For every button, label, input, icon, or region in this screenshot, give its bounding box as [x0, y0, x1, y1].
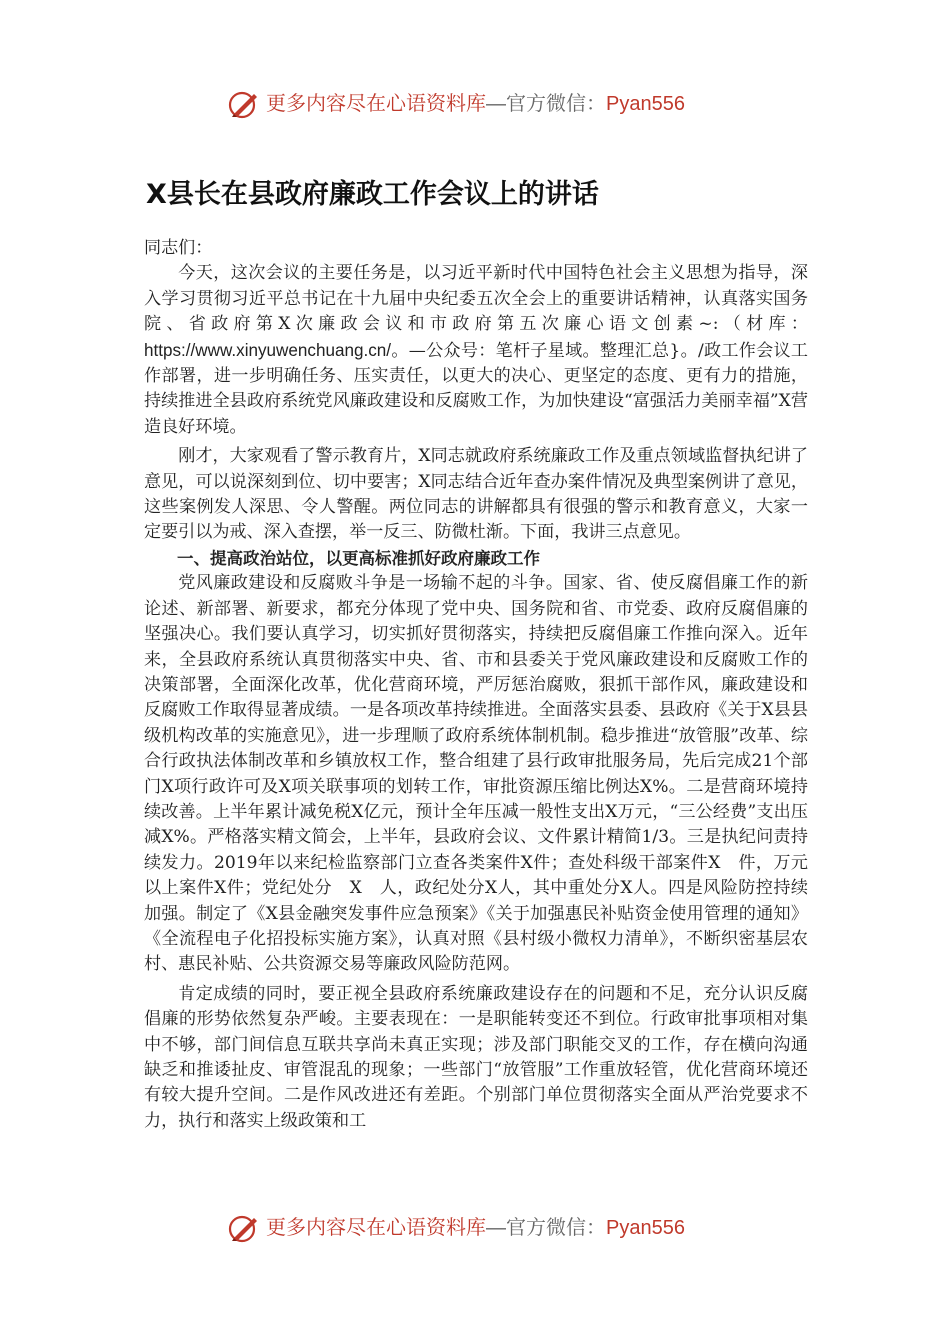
banner-wechat-id: Pyan556	[606, 1217, 685, 1239]
paragraph-1-part-a: 今天，这次会议的主要任务是，以习近平新时代中国特色社会主义思想为指导，深入学习贯彻习近平总书记在十九届中央纪委五次全会上的重要讲话精神，认真落实国务院、省政府第X次廉政会议和市政府第五次廉心语文创素~:（材库：	[144, 263, 808, 335]
pen-logo-icon	[226, 88, 262, 120]
section-heading-1: 一、提高政治站位，以更高标准抓好政府廉政工作	[177, 548, 540, 568]
paragraph-3: 党风廉政建设和反腐败斗争是一场输不起的斗争。国家、省、使反腐倡廉工作的新论述、新部署、新要求，都充分体现了党中央、国务院和省、市党委、政府反腐倡廉的坚强决心。我们要认真学习，切实抓好贯彻落实，持续把反腐倡廉工作推向深入。近年来，全县政府系统认真贯彻落实中央、省、市和县委关于党风廉政建设和反腐败工作的决策部署，全面深化改革，优化营商环境，严厉惩治腐败，狠抓干部作风，廉政建设和反腐败工作取得显著成绩。一是各项改革持续推进。全面落实县委、县政府《关于X县县级机构改革的实施意见》，进一步理顺了政府系统体制机制。稳步推进“放管服”改革、综合行政执法体制改革和乡镇放权工作，整合组建了县行政审批服务局，先后完成21个部门X项行政许可及X项关联事项的划转工作，审批资源压缩比例达X%。二是营商环境持续改善。上半年累计减免税X亿元，预计全年压减一般性支出X万元，“三公经费”支出压减X%。严格落实精文简会，上半年，县政府会议、文件累计精简1/3。三是执纪问责持续发力。2019年以来纪检监察部门立查各类案件X件；查处科级干部案件X 件，万元以上案件X件；党纪处分 X 人，政纪处分X人，其中重处分X人。四是风险防控持续加强。制定了《X县金融突发事件应急预案》《关于加强惠民补贴资金使用管理的通知》《全流程电子化招投标实施方案》，认真对照《县村级小微权力清单》，不断织密基层农村、惠民补贴、公共资源交易等廉政风险防范网。	[144, 573, 808, 975]
banner-main-text: 更多内容尽在心语资料库	[266, 91, 486, 115]
banner-separator: —官方微信：	[486, 1217, 606, 1239]
pen-logo-icon	[226, 1212, 262, 1244]
paragraph-2: 刚才，大家观看了警示教育片，X同志就政府系统廉政工作及重点领域监督执纪讲了意见，可以说深刻到位、切中要害；X同志结合近年查办案件情况及典型案例讲了意见，这些案例发人深思、令人警醒。两位同志的讲解都具有很强的警示和教育意义，大家一定要引以为戒、深入查摆，举一反三、防微杜渐。下面，我讲三点意见。	[144, 446, 808, 543]
header-banner	[0, 84, 950, 124]
paragraph-1-part-b: 。—公众号：笔杆子星域。整理汇总}。/政工作会议工作部署，进一步明确任务、压实责任，以更大的决心、更坚定的态度、更有力的措施，持续推进全县政府系统党风廉政建设和反腐败工作，为加快建设“富强活力美丽幸福”X营造良好环境。	[144, 340, 808, 437]
banner-separator: —官方微信：	[486, 93, 606, 115]
document-body	[144, 236, 808, 1134]
footer-banner	[0, 1208, 950, 1248]
paragraph-1	[144, 261, 808, 440]
banner-text	[266, 90, 685, 117]
document-title: X县长在县政府廉政工作会议上的讲话	[146, 179, 599, 210]
source-url-link[interactable]: https://www.xinyuwenchuang.cn/	[144, 340, 392, 360]
banner-main-text: 更多内容尽在心语资料库	[266, 1215, 486, 1239]
greeting: 同志们：	[144, 238, 213, 258]
paragraph-4: 肯定成绩的同时，要正视全县政府系统廉政建设存在的问题和不足，充分认识反腐倡廉的形势依然复杂严峻。主要表现在：一是职能转变还不到位。行政审批事项相对集中不够，部门间信息互联共享尚未真正实现；涉及部门职能交叉的工作，存在横向沟通缺乏和推诿扯皮、审管混乱的现象；一些部门“放管服”工作重放轻管，优化营商环境还有较大提升空间。二是作风改进还有差距。个别部门单位贯彻落实全面从严治党要求不力，执行和落实上级政策和工	[144, 983, 808, 1131]
banner-wechat-id: Pyan556	[606, 93, 685, 115]
banner-text	[266, 1214, 685, 1241]
